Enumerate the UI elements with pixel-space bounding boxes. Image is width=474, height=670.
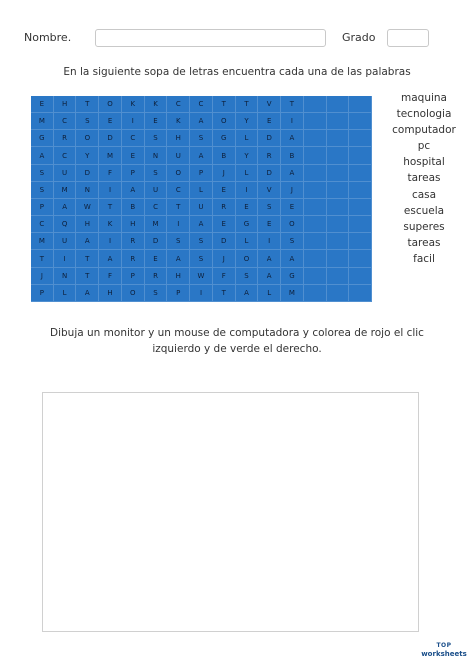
grid-cell[interactable]: A [54,199,77,216]
word-item: tareas [407,172,441,185]
grid-cell[interactable]: S [190,250,213,267]
grid-cell[interactable]: E [258,216,281,233]
grid-cell[interactable]: E [236,199,259,216]
grid-cell[interactable]: B [213,147,236,164]
grid-cell[interactable] [349,233,372,250]
grid-cell[interactable]: K [145,96,168,113]
grid-cell[interactable]: P [122,268,145,285]
grid-cell[interactable]: S [236,268,259,285]
grid-cell[interactable]: H [76,216,99,233]
grid-cell[interactable]: Y [76,147,99,164]
name-label: Nombre. [24,31,72,44]
grid-cell[interactable]: R [145,268,168,285]
grid-cell[interactable]: M [281,285,304,302]
grid-cell[interactable] [304,165,327,182]
grid-cell[interactable]: A [167,250,190,267]
grid-cell[interactable]: C [145,199,168,216]
grid-cell[interactable]: E [213,182,236,199]
grid-cell[interactable]: D [99,130,122,147]
grid-cell[interactable]: I [99,182,122,199]
word-search-grid [31,96,372,302]
grid-cell[interactable]: T [236,96,259,113]
grid-cell[interactable]: C [54,147,77,164]
grade-field[interactable] [387,29,429,47]
grid-cell[interactable]: M [99,147,122,164]
grid-cell[interactable]: A [236,285,259,302]
grid-cell[interactable]: H [99,285,122,302]
grid-cell[interactable]: H [54,96,77,113]
grid-cell[interactable]: D [76,165,99,182]
grid-cell[interactable]: R [213,199,236,216]
grid-cell[interactable]: T [76,250,99,267]
word-item: tecnologia [396,108,452,121]
grid-cell[interactable]: S [190,130,213,147]
grid-cell[interactable]: A [281,165,304,182]
word-list [384,90,464,267]
grid-cell[interactable]: A [281,250,304,267]
grid-cell[interactable] [304,216,327,233]
grid-cell[interactable]: T [213,96,236,113]
grid-cell[interactable]: A [99,250,122,267]
grid-cell[interactable]: D [258,165,281,182]
grid-cell[interactable]: C [167,182,190,199]
grid-cell[interactable] [304,130,327,147]
drawing-area[interactable] [42,392,419,632]
grid-cell[interactable]: P [167,285,190,302]
grid-cell[interactable]: U [167,147,190,164]
grid-cell[interactable]: E [99,113,122,130]
grid-cell[interactable] [349,130,372,147]
grid-cell[interactable]: J [213,165,236,182]
grid-cell[interactable]: K [167,113,190,130]
grid-cell[interactable]: C [190,96,213,113]
grid-cell[interactable]: R [122,250,145,267]
grid-cell[interactable] [327,285,350,302]
grid-cell[interactable] [304,233,327,250]
grid-cell[interactable]: I [258,233,281,250]
grid-cell[interactable]: H [122,216,145,233]
grid-cell[interactable]: F [99,268,122,285]
grid-cell[interactable]: K [122,96,145,113]
grid-cell[interactable]: S [281,233,304,250]
grid-cell[interactable]: S [190,233,213,250]
topworksheets-logo [418,642,470,659]
grid-cell[interactable]: E [122,147,145,164]
drawing-instruction-line1: Dibuja un monitor y un mouse de computadora y colorea de rojo el clic [50,327,424,339]
grid-cell[interactable]: A [190,113,213,130]
grid-cell[interactable]: S [167,233,190,250]
grid-cell[interactable] [304,250,327,267]
grid-cell[interactable]: I [236,182,259,199]
grid-cell[interactable]: A [122,182,145,199]
grade-label: Grado [342,31,376,44]
grid-cell[interactable]: M [31,233,54,250]
word-item: casa [411,188,437,201]
word-item: hospital [403,156,445,169]
grid-cell[interactable]: E [213,216,236,233]
grid-cell[interactable]: N [145,147,168,164]
grid-cell[interactable] [327,147,350,164]
grid-cell[interactable] [304,285,327,302]
grid-cell[interactable]: L [258,285,281,302]
grid-cell[interactable] [327,250,350,267]
grid-cell[interactable] [349,96,372,113]
grid-cell[interactable]: A [258,268,281,285]
grid-cell[interactable] [327,216,350,233]
grid-cell[interactable]: A [76,233,99,250]
grid-cell[interactable] [304,268,327,285]
grid-cell[interactable]: W [190,268,213,285]
grid-cell[interactable]: S [31,165,54,182]
grid-cell[interactable]: C [31,216,54,233]
grid-cell[interactable]: B [281,147,304,164]
grid-cell[interactable]: F [213,268,236,285]
grid-cell[interactable]: I [281,113,304,130]
word-item: computador [392,124,456,137]
grid-cell[interactable]: J [281,182,304,199]
grid-cell[interactable]: S [145,130,168,147]
grid-cell[interactable]: L [236,130,259,147]
grid-cell[interactable]: T [76,268,99,285]
grid-cell[interactable]: E [145,250,168,267]
grid-cell[interactable]: G [236,216,259,233]
grid-cell[interactable]: V [258,96,281,113]
grid-cell[interactable]: O [167,165,190,182]
grid-cell[interactable]: A [190,147,213,164]
grid-cell[interactable] [304,182,327,199]
grid-cell[interactable]: A [31,147,54,164]
grid-cell[interactable]: O [213,113,236,130]
grid-cell[interactable]: P [122,165,145,182]
grid-cell[interactable] [327,165,350,182]
grid-cell[interactable]: T [76,96,99,113]
grid-cell[interactable]: T [281,96,304,113]
name-field[interactable] [95,29,326,47]
grid-cell[interactable]: N [76,182,99,199]
grid-cell[interactable] [349,165,372,182]
grid-cell[interactable] [304,113,327,130]
grid-cell[interactable] [327,268,350,285]
grid-cell[interactable]: S [76,113,99,130]
word-item: superes [403,220,445,233]
grid-cell[interactable] [349,268,372,285]
grid-cell[interactable]: L [236,165,259,182]
grid-cell[interactable]: D [213,233,236,250]
grid-cell[interactable]: Y [236,113,259,130]
grid-cell[interactable]: R [258,147,281,164]
grid-cell[interactable] [349,285,372,302]
grid-cell[interactable] [349,182,372,199]
grid-cell[interactable]: G [213,130,236,147]
drawing-instruction-line2: izquierdo y de verde el derecho. [152,343,322,355]
grid-cell[interactable]: S [258,199,281,216]
grid-cell[interactable]: Q [54,216,77,233]
grid-cell[interactable]: K [99,216,122,233]
grid-cell[interactable]: L [54,285,77,302]
grid-cell[interactable]: B [122,199,145,216]
grid-cell[interactable]: O [122,285,145,302]
grid-cell[interactable]: H [167,130,190,147]
grid-cell[interactable]: G [281,268,304,285]
grid-cell[interactable]: M [31,113,54,130]
grid-cell[interactable]: J [213,250,236,267]
logo-line1: TOP [436,642,452,649]
grid-cell[interactable]: O [236,250,259,267]
grid-cell[interactable]: I [99,233,122,250]
grid-cell[interactable]: I [190,285,213,302]
logo-line2: worksheets [421,650,467,658]
grid-cell[interactable]: H [167,268,190,285]
grid-cell[interactable]: D [145,233,168,250]
grid-cell[interactable]: T [213,285,236,302]
grid-cell[interactable]: S [145,285,168,302]
grid-cell[interactable] [349,250,372,267]
word-item: maquina [401,92,447,104]
grid-cell[interactable]: S [145,165,168,182]
word-item: facil [413,252,435,265]
grid-cell[interactable]: A [76,285,99,302]
grid-cell[interactable] [304,199,327,216]
grid-cell[interactable]: I [54,250,77,267]
grid-cell[interactable]: A [281,130,304,147]
grid-cell[interactable]: U [54,233,77,250]
grid-cell[interactable]: P [31,285,54,302]
grid-cell[interactable] [304,96,327,113]
grid-cell[interactable]: V [258,182,281,199]
grid-cell[interactable]: P [31,199,54,216]
grid-cell[interactable]: T [31,250,54,267]
grid-cell[interactable]: E [31,96,54,113]
word-item: pc [417,140,431,153]
grid-cell[interactable]: E [145,113,168,130]
grid-cell[interactable]: J [31,268,54,285]
grid-cell[interactable] [327,182,350,199]
grid-cell[interactable]: O [99,96,122,113]
grid-cell[interactable] [349,199,372,216]
grid-cell[interactable] [327,199,350,216]
grid-cell[interactable]: G [31,130,54,147]
grid-cell[interactable]: M [145,216,168,233]
grid-cell[interactable]: N [54,268,77,285]
grid-cell[interactable]: C [54,113,77,130]
grid-cell[interactable]: W [76,199,99,216]
grid-cell[interactable] [349,113,372,130]
grid-cell[interactable]: O [76,130,99,147]
grid-cell[interactable]: U [54,165,77,182]
grid-cell[interactable]: T [167,199,190,216]
grid-cell[interactable] [304,147,327,164]
grid-cell[interactable]: T [99,199,122,216]
grid-cell[interactable] [349,216,372,233]
word-item: escuela [403,204,445,217]
grid-cell[interactable]: S [31,182,54,199]
grid-cell[interactable] [327,96,350,113]
grid-cell[interactable]: E [258,113,281,130]
grid-cell[interactable]: O [281,216,304,233]
grid-cell[interactable]: D [258,130,281,147]
grid-cell[interactable]: I [167,216,190,233]
grid-cell[interactable]: U [145,182,168,199]
grid-cell[interactable]: P [190,165,213,182]
grid-cell[interactable]: M [54,182,77,199]
grid-cell[interactable]: L [190,182,213,199]
grid-cell[interactable]: F [99,165,122,182]
grid-cell[interactable] [327,113,350,130]
grid-cell[interactable]: A [258,250,281,267]
grid-cell[interactable]: Y [236,147,259,164]
grid-cell[interactable]: E [281,199,304,216]
grid-cell[interactable]: C [167,96,190,113]
grid-cell[interactable]: R [54,130,77,147]
grid-cell[interactable] [349,147,372,164]
grid-cell[interactable]: U [190,199,213,216]
grid-cell[interactable]: R [122,233,145,250]
grid-cell[interactable]: C [122,130,145,147]
grid-cell[interactable] [327,130,350,147]
word-search-instruction: En la siguiente sopa de letras encuentra cada una de las palabras [63,66,411,78]
grid-cell[interactable]: L [236,233,259,250]
grid-cell[interactable]: I [122,113,145,130]
grid-cell[interactable] [327,233,350,250]
grid-cell[interactable]: A [190,216,213,233]
word-item: tareas [407,236,441,249]
